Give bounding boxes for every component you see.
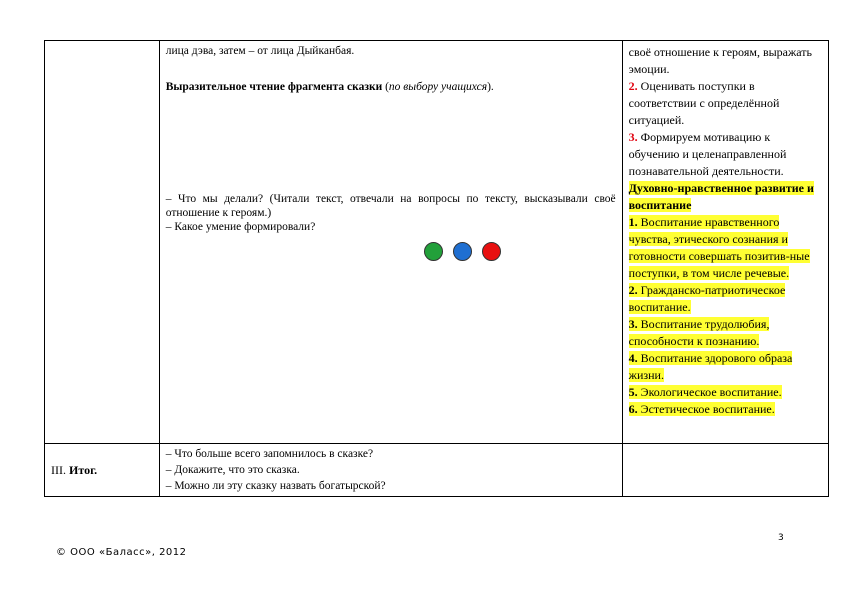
upbringing-item-3: 3. Воспитание трудолюбия, способности к познанию. [628,317,770,348]
upbringing-item-6: 6. Эстетическое воспитание. [628,402,775,416]
goal-intro: своё отношение к героям, выражать эмоции. [628,45,813,76]
reading-task-bold: Выразительное чтение фрагмента сказки [165,81,383,93]
upbringing-item-5: 5. Экологическое воспитание. [628,385,782,399]
reading-task: Выразительное чтение фрагмента сказки (по выбору учащихся). [165,81,494,93]
page-number: 3 [778,533,784,543]
text-line: лица дэва, затем – от лица Дыйканбая. [165,45,355,57]
stage-cell-empty [45,41,160,444]
summary-question: – Можно ли эту сказку назвать богатырской? [165,480,386,492]
upbringing-item-4: 4. Воспитание здорового образа жизни. [628,351,793,382]
reading-task-italic: по выбору учащихся [388,81,488,93]
goal-item-2: 2. Оценивать поступки в соответствии с определённой ситуацией. [628,79,780,127]
goals-cell [622,41,828,444]
blue-circle-icon [453,242,472,261]
copyright-footer: © ООО «Баласс», 2012 [56,547,187,558]
summary-question: – Что больше всего запомнилось в сказке? [165,448,374,460]
stage-roman: III. [51,462,66,477]
upbringing-item-2: 2. Гражданско-патриотическое воспитание. [628,283,786,314]
goal-item-3: 3. Формируем мотивацию к обучению и целенаправленной познавательной деятельности. [628,130,787,178]
question-skill: – Какое умение формировали? [165,221,316,233]
red-circle-icon [482,242,501,261]
question-what-did: – Что мы делали? (Читали текст, отвечали на вопросы по тексту, высказывали своё отношение к героям.) [165,193,616,219]
summary-question: – Докажите, что это сказка. [165,464,300,476]
goals-cell-empty [622,444,828,497]
lesson-plan-table [44,40,829,497]
green-circle-icon [424,242,443,261]
stage-cell [45,444,160,497]
stage-label: Итог. [66,462,98,477]
table-row [45,444,829,497]
upbringing-heading: Духовно-нравственное развитие и воспитание [628,181,814,212]
activity-cell [159,41,622,444]
summary-questions-cell [159,444,622,497]
upbringing-item-1: 1. Воспитание нравственного чувства, этического сознания и готовности совершать позитив-ные поступки, в том числе речевые. [628,215,810,280]
traffic-light-circles [424,242,511,262]
